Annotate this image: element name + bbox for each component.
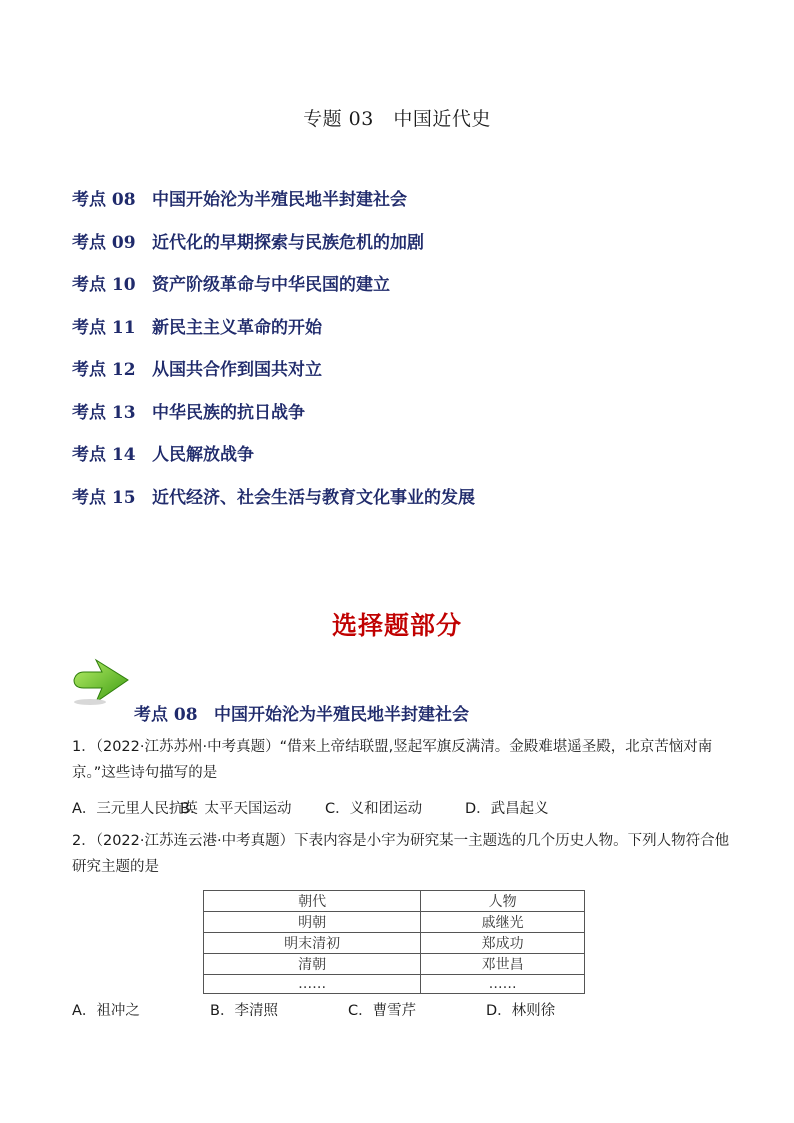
question-1-stem: 1．（2022·江苏苏州·中考真题）“借来上帝结联盟,竖起军旗反满清。金殿难堪遥圣殿，北京苦恼对南京。”这些诗句描写的是 bbox=[72, 739, 713, 781]
toc-item-number: 考点 09 bbox=[72, 232, 136, 253]
toc-item-number: 考点 14 bbox=[72, 445, 136, 465]
question-1-options bbox=[72, 797, 549, 818]
table-header-dynasty: 朝代 bbox=[204, 891, 421, 912]
toc-item[interactable] bbox=[72, 356, 475, 399]
toc-item-number: 考点 12 bbox=[72, 360, 136, 380]
table-of-contents bbox=[72, 186, 475, 526]
toc-item-number: 考点 11 bbox=[72, 317, 136, 338]
table-row bbox=[204, 912, 585, 933]
table-cell: 郑成功 bbox=[421, 933, 585, 954]
table-row bbox=[204, 975, 585, 994]
green-arrow-icon bbox=[70, 656, 132, 706]
table-cell: 明末清初 bbox=[204, 933, 421, 954]
section-title: 选择题部分 bbox=[331, 611, 462, 640]
table-cell: 明朝 bbox=[204, 912, 421, 933]
table-cell: 戚继光 bbox=[421, 912, 585, 933]
option-d[interactable]: D．武昌起义 bbox=[465, 801, 549, 817]
toc-item-title: 人民解放战争 bbox=[152, 445, 254, 465]
option-c[interactable]: C．曹雪芹 bbox=[348, 1003, 417, 1019]
table-row bbox=[204, 933, 585, 954]
toc-item[interactable] bbox=[72, 271, 475, 314]
toc-item-number: 考点 10 bbox=[72, 275, 136, 295]
table-row bbox=[204, 954, 585, 975]
toc-item-title: 中国开始沦为半殖民地半封建社会 bbox=[152, 190, 407, 210]
toc-item[interactable] bbox=[72, 484, 475, 527]
toc-item-number: 考点 15 bbox=[72, 487, 136, 508]
toc-item-number: 考点 13 bbox=[72, 402, 136, 423]
toc-item-title: 近代经济、社会生活与教育文化事业的发展 bbox=[152, 487, 475, 508]
toc-item-number: 考点 08 bbox=[72, 190, 136, 210]
knowledge-point-number: 考点 08 bbox=[134, 705, 198, 725]
table-header-person: 人物 bbox=[421, 891, 585, 912]
toc-item-title: 近代化的早期探索与民族危机的加剧 bbox=[152, 232, 424, 253]
knowledge-point-heading bbox=[134, 700, 469, 725]
table-cell: 邓世昌 bbox=[421, 954, 585, 975]
toc-item[interactable] bbox=[72, 186, 475, 229]
question-2-stem: 2．（2022·江苏连云港·中考真题）下表内容是小宇为研究某一主题选的几个历史人物。下列人物符合他研究主题的是 bbox=[72, 833, 730, 875]
toc-item[interactable] bbox=[72, 399, 475, 442]
knowledge-point-title: 中国开始沦为半殖民地半封建社会 bbox=[214, 705, 469, 725]
table-cell: 清朝 bbox=[204, 954, 421, 975]
toc-item-title: 新民主主义革命的开始 bbox=[152, 317, 322, 338]
option-c[interactable]: C．义和团运动 bbox=[325, 801, 423, 817]
toc-item-title: 中华民族的抗日战争 bbox=[152, 402, 305, 423]
question-2-options bbox=[72, 999, 624, 1020]
option-b[interactable]: B．李清照 bbox=[210, 1003, 278, 1019]
toc-item-title: 资产阶级革命与中华民国的建立 bbox=[152, 275, 390, 295]
option-b[interactable]: B．太平天国运动 bbox=[180, 801, 292, 817]
toc-item-title: 从国共合作到国共对立 bbox=[152, 360, 322, 380]
option-d[interactable]: D．林则徐 bbox=[486, 1003, 556, 1019]
question-2-table bbox=[203, 890, 585, 994]
toc-item[interactable] bbox=[72, 229, 475, 272]
option-a[interactable]: A．三元里人民抗英 bbox=[72, 801, 198, 817]
table-cell: …… bbox=[421, 975, 585, 994]
table-cell: …… bbox=[204, 975, 421, 994]
toc-item[interactable] bbox=[72, 314, 475, 357]
page-title: 专题 03 中国近代史 bbox=[303, 108, 491, 130]
option-a[interactable]: A．祖冲之 bbox=[72, 1003, 140, 1019]
toc-item[interactable] bbox=[72, 441, 475, 484]
